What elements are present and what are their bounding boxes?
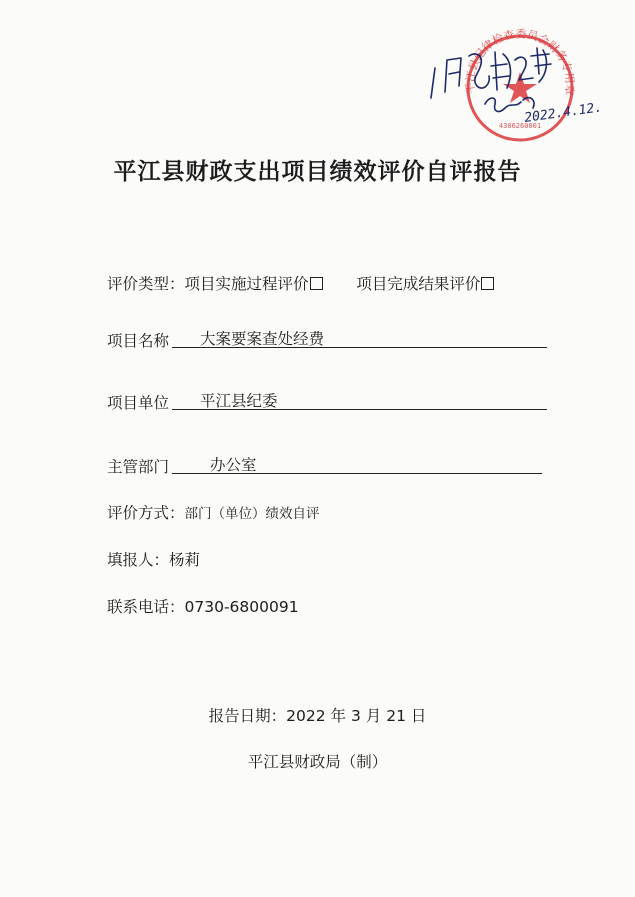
phone-value: 0730-6800091 — [184, 598, 299, 616]
eval-method-label: 评价方式： — [107, 504, 185, 522]
project-name-field — [172, 327, 547, 348]
project-unit-value: 平江县纪委 — [200, 392, 278, 410]
project-unit-label: 项目单位 — [107, 394, 170, 412]
eval-method-value: 部门（单位）绩效自评 — [184, 506, 320, 522]
report-date-month-unit: 月 — [365, 707, 382, 725]
seal-text: 平江县纪律检查委员会财务专用章 — [463, 28, 577, 97]
report-date-day: 21 — [386, 707, 406, 725]
handwritten-signature — [425, 30, 610, 130]
project-name-label: 项目名称 — [107, 332, 170, 350]
issuer-line: 平江县财政局（制） — [247, 753, 388, 771]
report-date-day-unit: 日 — [410, 707, 427, 725]
filler-row — [107, 548, 200, 570]
checkbox-process-eval[interactable] — [310, 277, 323, 290]
supervisor-row — [107, 455, 169, 477]
supervisor-field — [172, 453, 542, 474]
supervisor-label: 主管部门 — [107, 458, 170, 476]
report-title: 平江县财政支出项目绩效评价自评报告 — [113, 158, 522, 185]
filler-value: 杨莉 — [169, 551, 201, 569]
report-date-row — [0, 704, 635, 726]
eval-type-label: 评价类型： — [107, 275, 185, 293]
filler-label: 填报人： — [107, 551, 170, 569]
report-date-label: 报告日期： — [208, 707, 287, 725]
project-unit-row — [107, 391, 169, 413]
seal-code: 4306260001 — [498, 122, 542, 130]
handwritten-date: 2022.4.12. — [523, 100, 604, 126]
report-date-month: 3 — [350, 707, 361, 725]
eval-type-row — [107, 272, 494, 294]
project-unit-field — [172, 389, 547, 410]
project-name-row — [107, 329, 169, 351]
eval-type-option-2: 项目完成结果评价 — [356, 275, 481, 293]
report-date-year: 2022 — [286, 707, 326, 725]
phone-row — [107, 595, 299, 617]
report-date-year-unit: 年 — [330, 707, 347, 725]
eval-method-row — [107, 501, 320, 523]
supervisor-value: 办公室 — [210, 456, 257, 474]
project-name-value: 大案要案查处经费 — [200, 330, 325, 348]
checkbox-result-eval[interactable] — [481, 277, 494, 290]
phone-label: 联系电话： — [107, 598, 185, 616]
eval-type-option-1: 项目实施过程评价 — [184, 275, 309, 293]
